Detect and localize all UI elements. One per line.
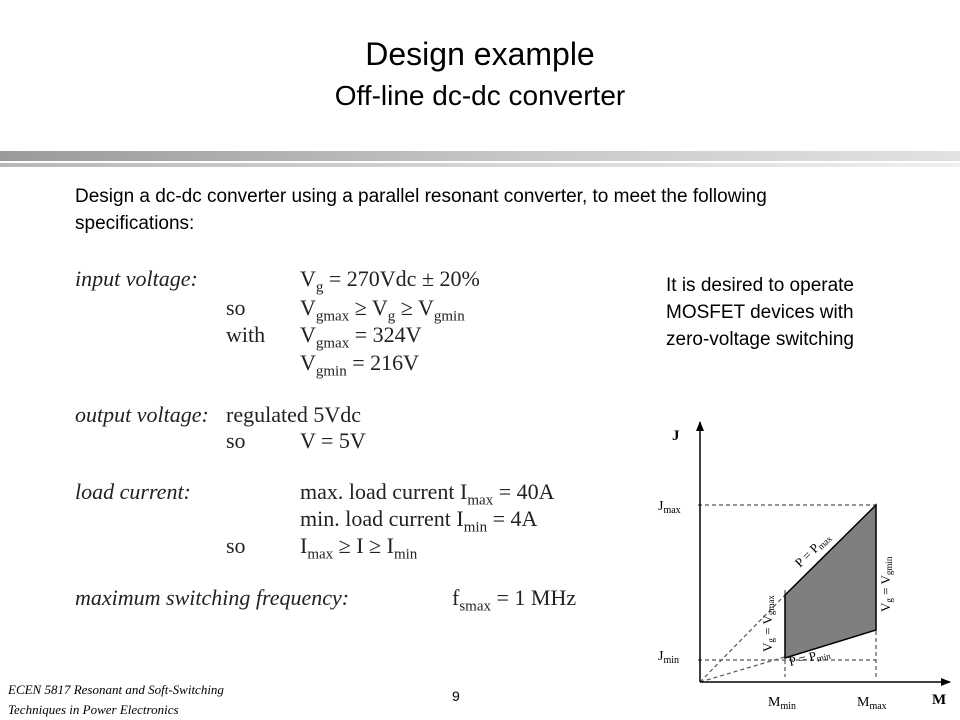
jmax-label: $J_{max}$ [658, 499, 681, 516]
slide-title: Design example [365, 36, 595, 72]
max-switching-frequency-label: maximum switching frequency: [75, 585, 350, 610]
vg-gmin-boundary-label: Vg = Vgmin [878, 556, 894, 612]
vgmax-spec: $V_{gmax} = 324V$ [300, 322, 422, 352]
zvs-region-diagram [640, 410, 958, 715]
mmin-label: $M_{min}$ [768, 695, 797, 712]
load-current-label: load current: [75, 479, 191, 504]
title-rule-thin [0, 163, 960, 167]
imax-spec: max. load current $I_{max} = 40A$ [300, 479, 555, 509]
footer-line-2: Techniques in Power Electronics [8, 702, 179, 717]
pmax-boundary-label: P = Pmax [791, 533, 834, 571]
imin-spec: min. load current $I_{min} = 4A$ [300, 506, 538, 536]
so-label: so [226, 295, 246, 320]
zvs-note: It is desired to operate MOSFET devices with zero-voltage switching [666, 275, 854, 350]
m-axis-title: M [932, 692, 947, 708]
slide-subtitle: Off-line dc-dc converter [334, 80, 626, 111]
vgmin-spec: $V_{gmin} = 216V$ [300, 350, 420, 380]
vg-range: $V_{gmax} \ge V_g \ge V_{gmin}$ [300, 295, 465, 325]
intro-text: Design a dc-dc converter using a parallel resonant converter, to meet the following specifications: [75, 186, 767, 234]
mmax-label: $M_{max}$ [857, 695, 887, 712]
v-spec: V = 5V [300, 428, 366, 453]
so-label-2: so [226, 428, 246, 453]
zvs-operating-region [785, 505, 876, 658]
footer-line-1: ECEN 5817 Resonant and Soft-Switching [8, 682, 224, 697]
output-voltage-value: regulated 5Vdc [226, 402, 361, 427]
with-label: with [226, 322, 266, 347]
course-footer [8, 680, 224, 720]
title-rule [0, 151, 960, 161]
jmin-label: $J_{min}$ [658, 649, 680, 666]
output-voltage-label: output voltage: [75, 402, 209, 427]
vg-gmax-boundary-label: Vg = Vgmax [760, 595, 776, 652]
pmin-boundary-label: P = Pmin [787, 648, 832, 669]
j-axis-title: J [672, 428, 680, 444]
fsmax-spec: $f_{smax} = 1$ MHz [452, 585, 577, 615]
so-label-3: so [226, 533, 246, 558]
page-number: 9 [452, 688, 460, 704]
i-range: $I_{max} \ge I \ge I_{min}$ [300, 533, 418, 563]
vg-spec: $V_g = 270Vdc \pm 20\%$ [300, 266, 480, 296]
input-voltage-label: input voltage: [75, 266, 198, 291]
